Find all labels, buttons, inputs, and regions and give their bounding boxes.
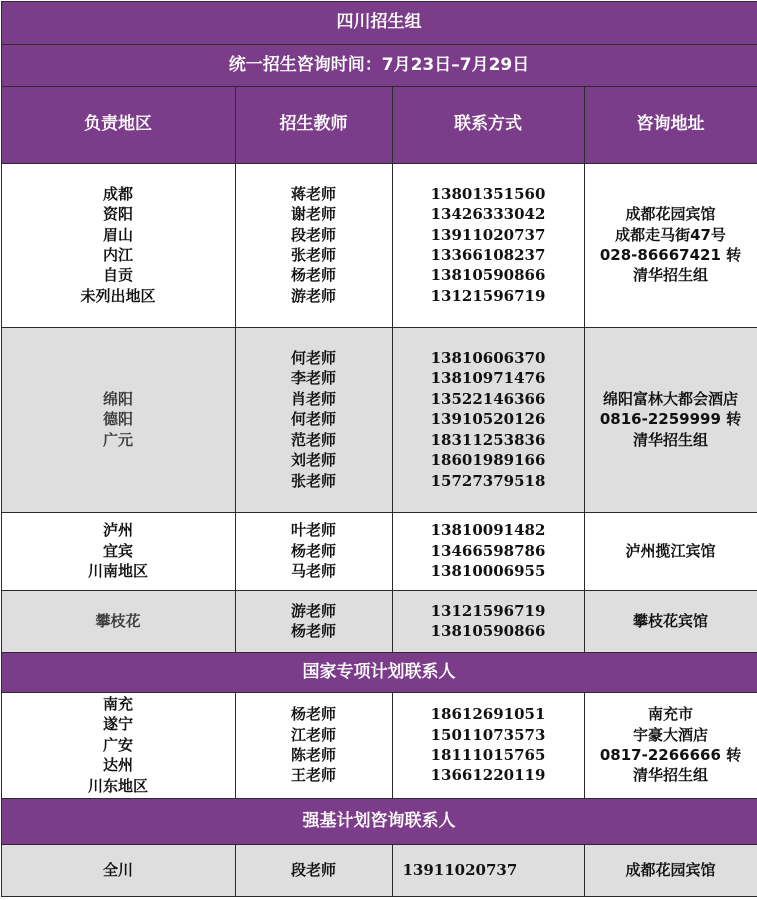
group-row-panzhihua xyxy=(1,590,757,652)
address-cell xyxy=(584,327,757,512)
address-line: 攀枝花宾馆 xyxy=(632,611,708,630)
teacher-name: 段老师 xyxy=(290,225,336,244)
region-cell xyxy=(1,590,235,652)
region-name: 广安 xyxy=(102,735,133,754)
address-line: 泸州揽江宾馆 xyxy=(625,541,716,560)
teacher-name: 杨老师 xyxy=(290,622,336,640)
teacher-name: 江老师 xyxy=(290,725,336,744)
phone-number: 13810590866 xyxy=(430,622,546,640)
contact-table xyxy=(1,1,757,897)
phone-number: 13810590866 xyxy=(430,266,546,285)
header-address: 咨询地址 xyxy=(584,86,757,163)
phone-cell xyxy=(392,327,584,512)
phone-number: 18111015765 xyxy=(430,746,546,764)
region-name: 宜宾 xyxy=(102,541,133,560)
phone-cell xyxy=(392,590,584,652)
region-cell xyxy=(1,512,235,590)
phone-number: 13121596719 xyxy=(430,286,546,305)
phone-number: 13810091482 xyxy=(430,521,546,540)
header-contact: 联系方式 xyxy=(392,86,584,163)
region-name: 成都 xyxy=(102,184,133,203)
address-line: 清华招生组 xyxy=(632,266,708,285)
region-name: 资阳 xyxy=(102,205,133,224)
group-row-luzhou xyxy=(1,512,757,590)
national-section-row xyxy=(1,652,757,692)
teacher-name: 王老师 xyxy=(290,766,336,785)
teacher-name: 叶老师 xyxy=(290,521,336,540)
region-cell xyxy=(1,692,235,798)
subtitle-row xyxy=(1,44,757,86)
phone-number: 13366108237 xyxy=(430,246,546,264)
group-row-mianyang xyxy=(1,327,757,512)
phone-number: 13426333042 xyxy=(430,205,546,224)
address-line: 成都走马街47号 xyxy=(615,225,726,244)
phone-number: 13661220119 xyxy=(430,766,546,785)
address-line: 南充市 xyxy=(647,705,693,724)
address-line: 0816-2259999 转 xyxy=(599,410,742,429)
region-name: 眉山 xyxy=(102,225,133,244)
region-cell xyxy=(1,327,235,512)
region-name: 川南地区 xyxy=(87,562,148,581)
address-cell: 成都花园宾馆 xyxy=(584,844,757,896)
header-row xyxy=(1,86,757,163)
address-line: 028-86667421 转 xyxy=(599,246,742,264)
phone-number: 18601989166 xyxy=(430,451,546,470)
phone-cell: 13911020737 xyxy=(392,844,584,896)
teacher-name: 游老师 xyxy=(290,286,336,305)
phone-number: 13911020737 xyxy=(430,225,546,244)
teacher-cell: 段老师 xyxy=(235,844,392,896)
phone-number: 18612691051 xyxy=(430,705,546,724)
phone-cell xyxy=(392,512,584,590)
teacher-name: 蒋老师 xyxy=(290,184,336,203)
teacher-cell xyxy=(235,327,392,512)
region-name: 南充 xyxy=(102,694,133,713)
region-name: 自贡 xyxy=(102,266,133,285)
teacher-name: 张老师 xyxy=(290,246,336,264)
teacher-name: 马老师 xyxy=(290,562,336,581)
phone-number: 13801351560 xyxy=(430,184,546,203)
teacher-name: 杨老师 xyxy=(290,266,336,285)
address-line: 绵阳富林大都会酒店 xyxy=(602,389,738,408)
teacher-name: 杨老师 xyxy=(290,541,336,560)
header-region: 负责地区 xyxy=(1,86,235,163)
teacher-name: 游老师 xyxy=(290,601,336,620)
address-line: 0817-2266666 转 xyxy=(599,746,742,764)
region-name: 达州 xyxy=(102,756,133,775)
teacher-name: 范老师 xyxy=(290,430,336,449)
phone-number: 13466598786 xyxy=(430,541,546,560)
teacher-cell xyxy=(235,163,392,327)
teacher-name: 何老师 xyxy=(290,410,336,429)
phone-cell xyxy=(392,692,584,798)
title-row xyxy=(1,1,757,44)
phone-number: 15011073573 xyxy=(430,725,546,744)
address-line: 清华招生组 xyxy=(632,766,708,785)
address-cell xyxy=(584,512,757,590)
region-name: 遂宁 xyxy=(102,715,133,734)
address-line: 清华招生组 xyxy=(632,430,708,449)
teacher-cell xyxy=(235,512,392,590)
region-name: 德阳 xyxy=(102,410,133,429)
header-teacher: 招生教师 xyxy=(235,86,392,163)
phone-number: 18311253836 xyxy=(430,430,546,449)
group-row-chengdu xyxy=(1,163,757,327)
address-cell xyxy=(584,163,757,327)
phone-number: 13810971476 xyxy=(430,369,546,388)
address-cell xyxy=(584,590,757,652)
phone-number: 13121596719 xyxy=(430,601,546,620)
teacher-cell xyxy=(235,590,392,652)
region-name: 未列出地区 xyxy=(80,286,156,305)
group-row-quanchuan xyxy=(1,844,757,896)
phone-cell xyxy=(392,163,584,327)
phone-number: 13810606370 xyxy=(430,349,546,368)
teacher-name: 张老师 xyxy=(290,471,336,490)
region-cell: 全川 xyxy=(1,844,235,896)
address-cell xyxy=(584,692,757,798)
address-line: 宇豪大酒店 xyxy=(632,725,708,744)
teacher-cell xyxy=(235,692,392,798)
national-section-title: 国家专项计划联系人 xyxy=(1,652,757,692)
teacher-name: 谢老师 xyxy=(290,205,336,224)
region-name: 绵阳 xyxy=(102,389,133,408)
teacher-name: 杨老师 xyxy=(290,705,336,724)
teacher-name: 肖老师 xyxy=(290,389,336,408)
consult-time: 统一招生咨询时间：7月23日–7月29日 xyxy=(1,44,757,86)
region-name: 广元 xyxy=(102,430,133,449)
teacher-name: 陈老师 xyxy=(290,746,336,764)
group-row-nanchong xyxy=(1,692,757,798)
address-line: 成都花园宾馆 xyxy=(625,205,716,224)
qiangji-section-row xyxy=(1,798,757,844)
teacher-name: 刘老师 xyxy=(290,451,336,470)
qiangji-section-title: 强基计划咨询联系人 xyxy=(1,798,757,844)
phone-number: 13522146366 xyxy=(430,389,546,408)
phone-number: 15727379518 xyxy=(430,471,546,490)
region-name: 川东地区 xyxy=(87,776,148,795)
region-name: 攀枝花 xyxy=(95,611,141,630)
sheet-title: 四川招生组 xyxy=(1,1,757,44)
phone-number: 13810006955 xyxy=(430,562,546,581)
phone-number: 13910520126 xyxy=(430,410,546,429)
region-cell xyxy=(1,163,235,327)
teacher-name: 李老师 xyxy=(290,369,336,388)
region-name: 内江 xyxy=(102,246,133,264)
teacher-name: 何老师 xyxy=(290,349,336,368)
region-name: 泸州 xyxy=(102,521,133,540)
